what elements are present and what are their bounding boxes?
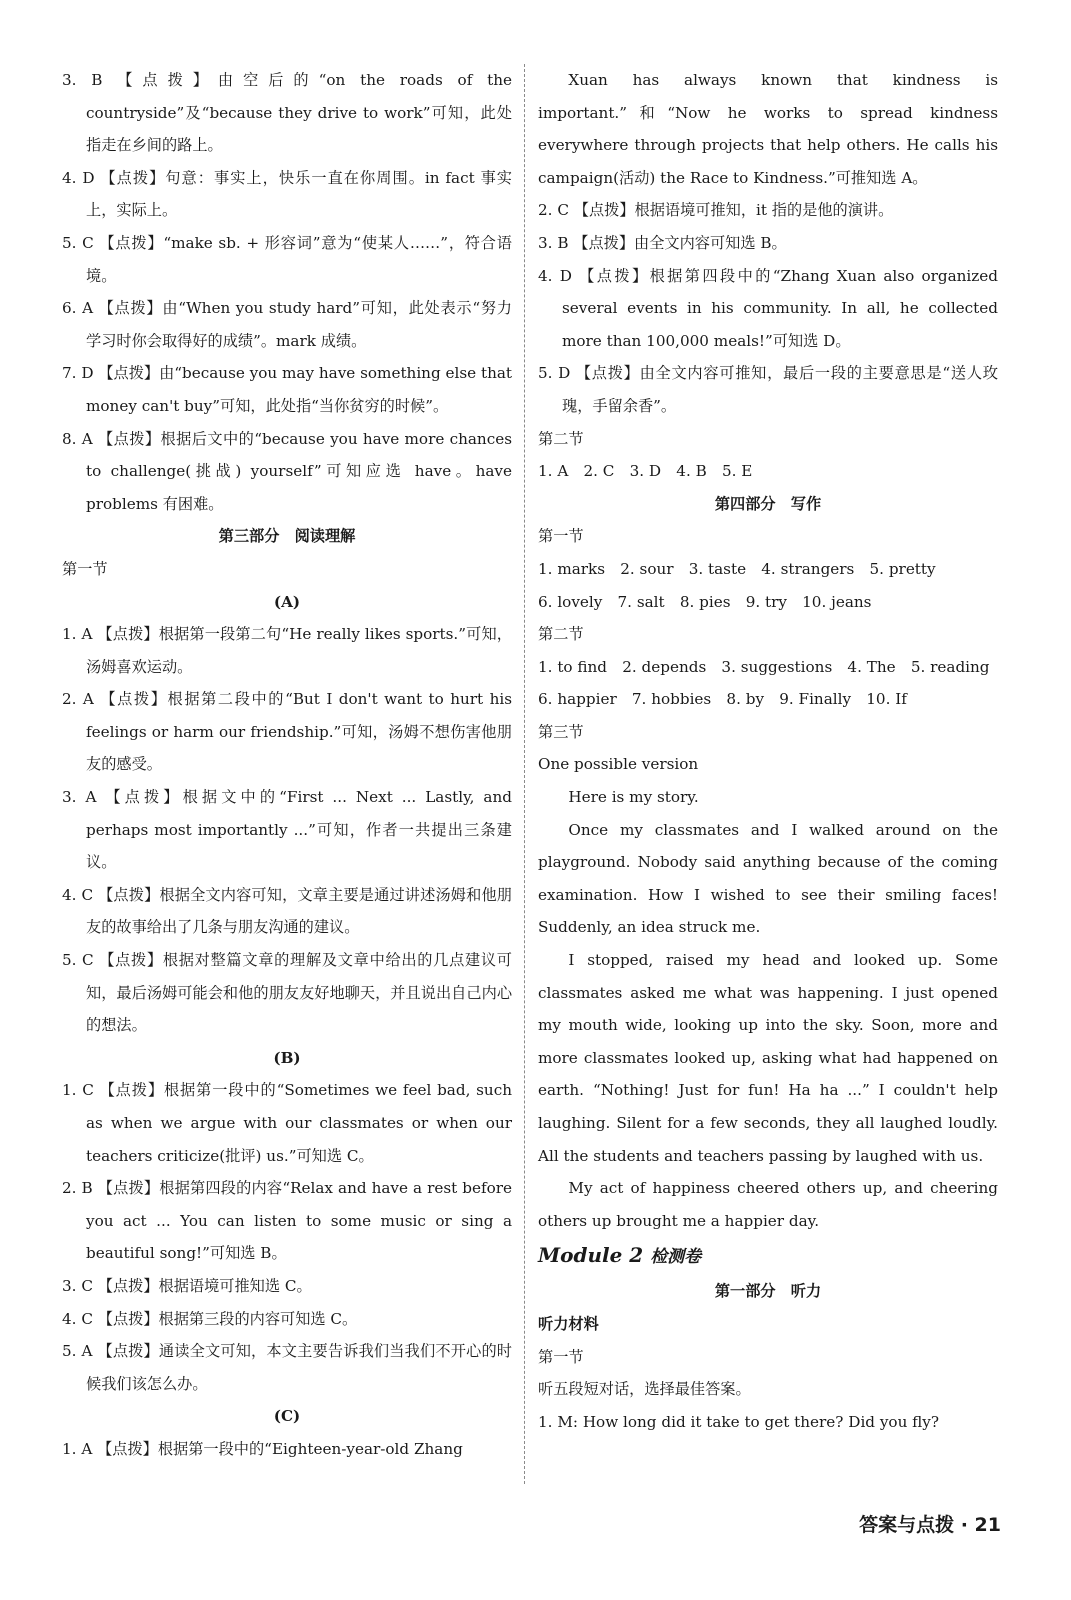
answer-line: 8. A 【点拨】根据后文中的“because you have more chances to challenge(挑战) yourself”可知应选 have。have problems 有困难。 xyxy=(62,429,512,513)
answer-line: 第一节 xyxy=(538,1347,584,1366)
answer-line: Once my classmates and I walked around on the playground. Nobody said anything because of the coming examination. How I wished to see their smiling faces! Suddenly, an idea struck me. xyxy=(538,820,998,937)
answer-line: My act of happiness cheered others up, and cheering others up brought me a happier day. xyxy=(538,1179,998,1230)
answer-line: 第三节 xyxy=(538,722,584,741)
left-column xyxy=(62,64,512,1466)
answer-line: 4. C 【点拨】根据全文内容可知，文章主要是通过讲述汤姆和他朋友的故事给出了几条与朋友沟通的建议。 xyxy=(62,885,512,937)
answer-line: 3. B 【点拨】由空后的“on the roads of the countryside”及“because they drive to work”可知，此处指走在乡间的路上。 xyxy=(62,71,512,155)
answer-line: 5. C 【点拨】“make sb. + 形容词”意为“使某人……”，符合语境。 xyxy=(62,233,512,285)
answer-line: 3. A 【点拨】根据文中的“First ... Next ... Lastly, and perhaps most importantly ...”可知，作者一共提出三条建议。 xyxy=(62,788,512,872)
answer-line: 1. A 2. C 3. D 4. B 5. E xyxy=(538,462,753,481)
answer-line: 5. D 【点拨】由全文内容可推知，最后一段的主要意思是“送人玫瑰，手留余香”。 xyxy=(538,364,998,415)
answer-line: 4. D 【点拨】根据第四段中的“Zhang Xuan also organized several events in his community. In all, he collected more than 100,000 meals!”可知选 D。 xyxy=(538,266,998,350)
answer-line: 1. C 【点拨】根据第一段中的“Sometimes we feel bad, such as when we argue with our classmates or when our teachers criticize(批评) us.”可知选 C。 xyxy=(62,1081,512,1165)
answer-line: Here is my story. xyxy=(568,788,699,807)
answer-line: 1. marks 2. sour 3. taste 4. strangers 5. pretty xyxy=(538,559,936,578)
answer-line: 6. lovely 7. salt 8. pies 9. try 10. jeans xyxy=(538,592,872,611)
right-column xyxy=(538,64,998,1438)
answer-line: 1. M: How long did it take to get there? Did you fly? xyxy=(538,1412,940,1431)
answer-line: 4. C 【点拨】根据第三段的内容可知选 C。 xyxy=(62,1309,358,1328)
answer-line: 第一节 xyxy=(62,559,108,578)
answer-line: 1. to find 2. depends 3. suggestions 4. The 5. reading xyxy=(538,657,990,676)
answer-line: 3. B 【点拨】由全文内容可知选 B。 xyxy=(538,233,787,252)
passage-label: (A) xyxy=(273,592,301,611)
answer-line: I stopped, raised my head and looked up. Some classmates asked me what was happening. I just opened my mouth wide, looking up into the sky. Soon, more and more classmates looked up, asking what had happened on earth. “Nothing! Just for fun! Ha ha ...” I couldn't help laughing. Silent for a few seconds, they all laughed loudly. All the students and teachers passing by laughed with us. xyxy=(538,951,998,1165)
page-footer: 答案与点拨 · 21 xyxy=(859,1514,1001,1536)
section-heading: 第四部分 写作 xyxy=(714,494,822,513)
module-title: Module 2 xyxy=(538,1243,644,1268)
answer-line: 4. D 【点拨】句意：事实上，快乐一直在你周围。in fact 事实上，实际上。 xyxy=(62,168,512,220)
module-subtitle: 检测卷 xyxy=(650,1247,702,1268)
right-bottom-section xyxy=(538,1275,998,1438)
answer-line: 第二节 xyxy=(538,429,584,448)
answer-line: 第一节 xyxy=(538,527,584,546)
answer-line: 6. happier 7. hobbies 8. by 9. Finally 10. If xyxy=(538,690,907,709)
answer-line: 听力材料 xyxy=(538,1314,599,1333)
answer-line: 7. D 【点拨】由“because you may have something else that money can't buy”可知，此处指“当你贫穷的时候”。 xyxy=(62,364,513,415)
passage-label: (B) xyxy=(273,1048,301,1067)
section-heading: 第三部分 阅读理解 xyxy=(218,527,356,546)
module-heading xyxy=(538,1237,998,1275)
answer-line: 6. A 【点拨】由“When you study hard”可知，此处表示“努力学习时你会取得好的成绩”。mark 成绩。 xyxy=(62,299,512,350)
answer-line: 2. B 【点拨】根据第四段的内容“Relax and have a rest before you act ... You can listen to some music or sing a beautiful song!”可知选 B。 xyxy=(62,1179,512,1263)
section-heading: 第一部分 听力 xyxy=(714,1282,822,1301)
answer-line: 2. A 【点拨】根据第二段中的“But I don't want to hurt his feelings or harm our friendship.”可知，汤姆不想伤害他朋友的感受。 xyxy=(62,690,512,774)
answer-line: Xuan has always known that kindness is important.”和“Now he works to spread kindness everywhere through projects that help others. He calls his campaign(活动) the Race to Kindness.”可推知选 A。 xyxy=(538,71,998,187)
answer-line: 5. C 【点拨】根据对整篇文章的理解及文章中给出的几点建议可知，最后汤姆可能会和他的朋友友好地聊天，并且说出自己内心的想法。 xyxy=(62,951,512,1035)
answer-line: 1. A 【点拨】根据第一段第二句“He really likes sports.”可知，汤姆喜欢运动。 xyxy=(62,625,512,676)
answer-line: 1. A 【点拨】根据第一段中的“Eighteen-year-old Zhang xyxy=(62,1439,463,1458)
answer-line: 3. C 【点拨】根据语境可推知选 C。 xyxy=(62,1276,312,1295)
answer-line: 2. C 【点拨】根据语境可推知，it 指的是他的演讲。 xyxy=(538,201,894,220)
column-divider xyxy=(524,64,525,1484)
passage-label: (C) xyxy=(273,1407,301,1426)
answer-line: 第二节 xyxy=(538,625,584,644)
right-top-section xyxy=(538,64,998,1237)
answer-line: One possible version xyxy=(538,755,699,774)
answer-line: 听五段短对话，选择最佳答案。 xyxy=(538,1380,751,1399)
answer-line: 5. A 【点拨】通读全文可知，本文主要告诉我们当我们不开心的时候我们该怎么办。 xyxy=(62,1342,512,1393)
